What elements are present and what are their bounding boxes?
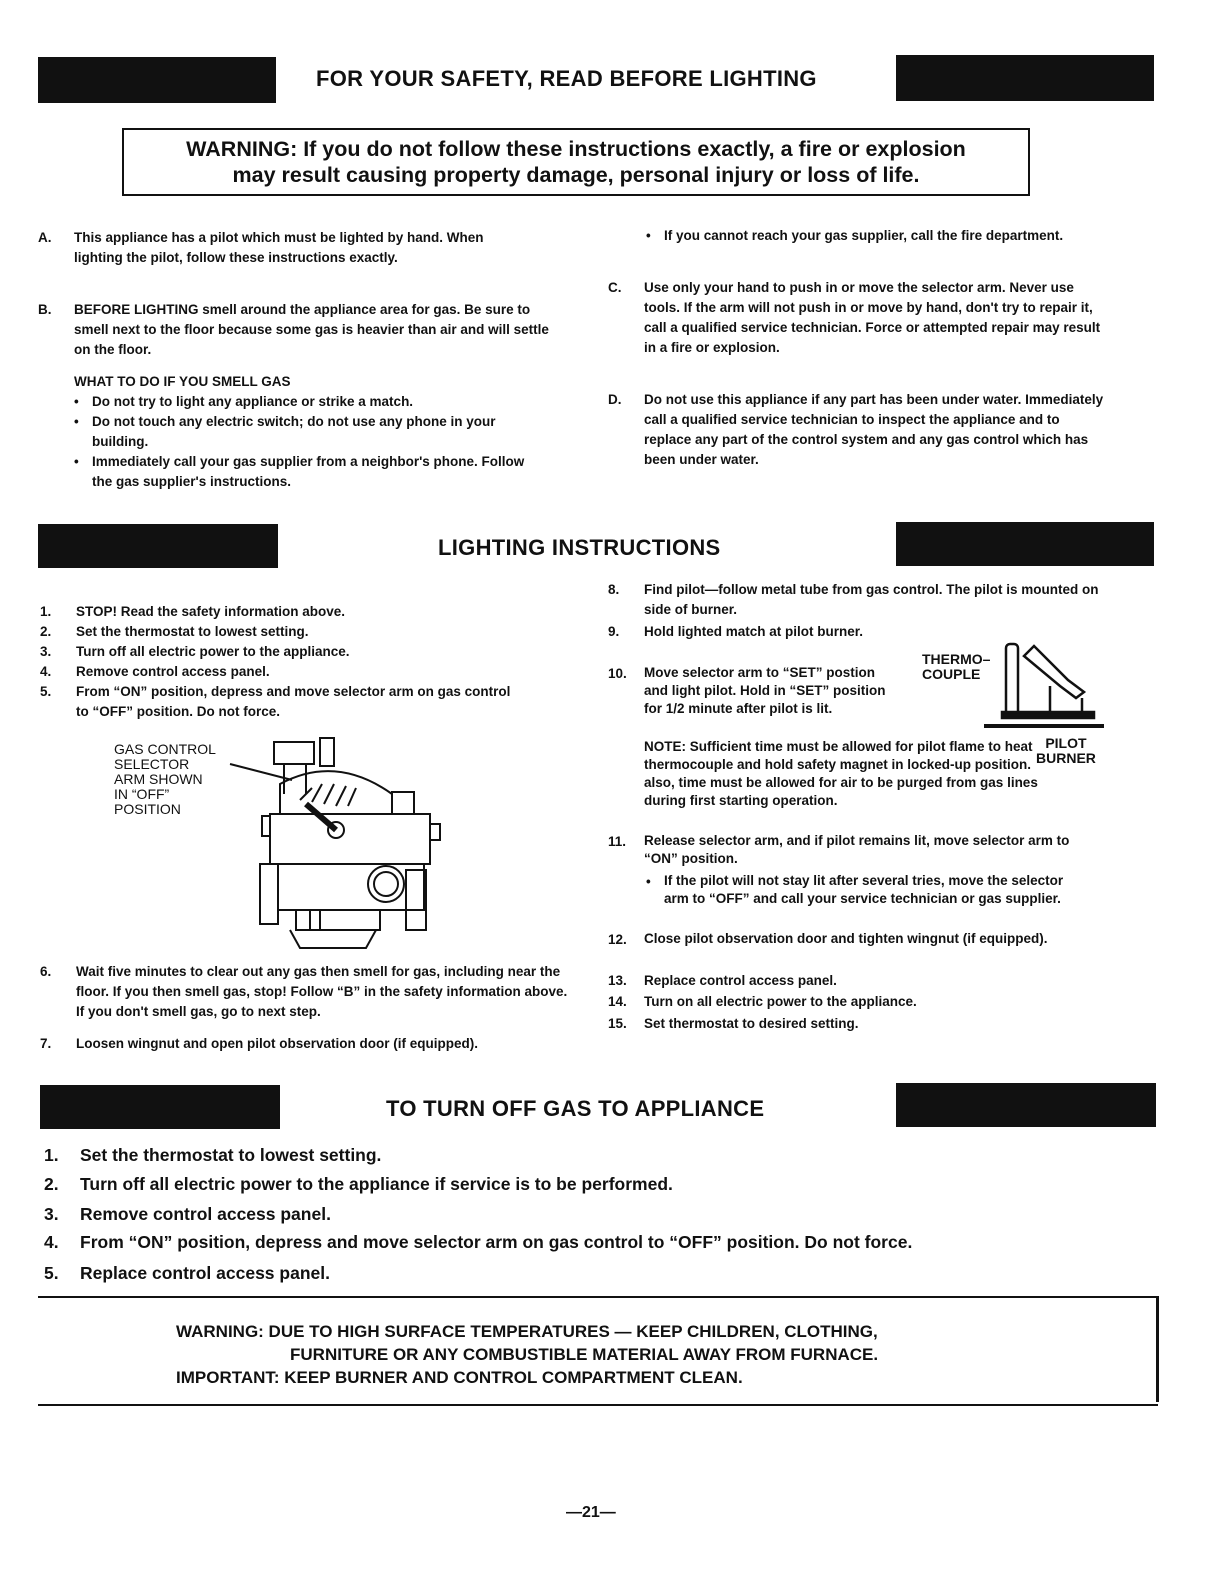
safety-item-a	[38, 228, 538, 268]
bullet-text: If the pilot will not stay lit after several tries, move the selector arm to “OFF” and call your service technician or gas supplier.	[664, 873, 1064, 906]
safety-warning-line1: WARNING: If you do not follow these instructions exactly, a fire or explosion	[186, 137, 966, 161]
item-label: C.	[608, 280, 622, 295]
item-label: A.	[38, 230, 52, 245]
lighting-banner-title: LIGHTING INSTRUCTIONS	[438, 535, 721, 560]
step-text: STOP! Read the safety information above.	[76, 604, 346, 619]
safety-warning-line2: may result causing property damage, personal injury or loss of life.	[232, 163, 920, 187]
smell-gas-heading: WHAT TO DO IF YOU SMELL GAS	[74, 374, 291, 389]
safety-banner-bar-left	[38, 57, 276, 103]
bullet-text: Do not try to light any appliance or strike a match.	[92, 394, 414, 409]
bullet-dot: •	[74, 394, 79, 409]
lighting-banner-bar-left	[38, 524, 278, 568]
step-number: 10.	[608, 666, 627, 681]
step-number: 2.	[44, 1174, 59, 1194]
turnoff-step	[44, 1203, 1144, 1225]
step-text: Set the thermostat to lowest setting.	[76, 624, 309, 639]
step-text: Hold lighted match at pilot burner.	[644, 624, 864, 639]
step-text: Set the thermostat to lowest setting.	[80, 1145, 382, 1165]
item-text: BEFORE LIGHTING smell around the appliance area for gas. Be sure to smell next to the floor because some gas is heavier than air and will settle on the floor.	[74, 302, 549, 357]
step-number: 15.	[608, 1016, 627, 1031]
step-number: 11.	[608, 834, 627, 849]
lighting-step	[608, 930, 1088, 948]
item-text: Do not use this appliance if any part has been under water. Immediately call a qualified service technician to inspect the appliance and to replace any part of the control system and any gas control which has been under water.	[644, 392, 1104, 467]
bullet-text: Do not touch any electric switch; do not use any phone in your building.	[92, 414, 496, 449]
bullet-dot: •	[646, 874, 651, 889]
step-number: 14.	[608, 994, 627, 1009]
step-number: 12.	[608, 932, 627, 947]
diagram-label-line: SELECTOR	[114, 756, 190, 772]
step-text: Turn on all electric power to the appliance.	[644, 994, 917, 1009]
step-number: 5.	[44, 1263, 59, 1283]
item-label: B.	[38, 302, 52, 317]
safety-item-b	[38, 300, 558, 360]
lighting-step	[608, 622, 888, 642]
step-number: 9.	[608, 624, 620, 639]
lighting-step	[40, 602, 560, 622]
lighting-step	[608, 992, 1088, 1012]
step-number: 1.	[40, 604, 52, 619]
lighting-step	[608, 832, 1088, 868]
lighting-note: NOTE: Sufficient time must be allowed for pilot flame to heat thermocouple and hold safety magnet in locked-up position. also, time must be allowed for air to be purged from gas lines during first starting operation.	[644, 739, 1038, 808]
turnoff-step	[44, 1144, 1144, 1166]
turnoff-banner-bar-left	[40, 1085, 280, 1129]
footer-warning-line3: IMPORTANT: KEEP BURNER AND CONTROL COMPARTMENT CLEAN.	[176, 1368, 743, 1387]
smell-bullet	[74, 452, 544, 492]
turnoff-step	[44, 1231, 1154, 1253]
safety-item-d	[608, 390, 1108, 470]
lighting-step	[40, 662, 560, 682]
safety-item-c	[608, 278, 1108, 358]
step-text: Remove control access panel.	[76, 664, 270, 679]
safety-warning-box	[122, 128, 1030, 196]
step-number: 7.	[40, 1036, 52, 1051]
step-number: 2.	[40, 624, 52, 639]
step-number: 4.	[44, 1232, 59, 1252]
step11-bullet	[646, 872, 1086, 908]
safety-banner-title: FOR YOUR SAFETY, READ BEFORE LIGHTING	[316, 66, 817, 91]
step-text: Turn off all electric power to the appliance if service is to be performed.	[80, 1174, 673, 1194]
step-number: 3.	[40, 644, 52, 659]
bullet-dot: •	[646, 228, 651, 243]
lighting-step	[40, 642, 560, 662]
turnoff-step	[44, 1262, 1144, 1284]
step-text: From “ON” position, depress and move selector arm on gas control to “OFF” position. Do not force.	[80, 1232, 913, 1252]
step-text: Close pilot observation door and tighten wingnut (if equipped).	[644, 931, 1048, 946]
diagram-label-line: THERMO–	[922, 651, 991, 667]
step-text: Turn off all electric power to the appliance.	[76, 644, 350, 659]
step-text: Remove control access panel.	[80, 1204, 331, 1224]
diagram-label-line: POSITION	[114, 801, 181, 817]
lighting-step	[608, 580, 1118, 620]
step-number: 1.	[44, 1145, 59, 1165]
footer-warning-line1: WARNING: DUE TO HIGH SURFACE TEMPERATURES — KEEP CHILDREN, CLOTHING,	[176, 1322, 878, 1341]
diagram-label-line: PILOT	[1045, 735, 1087, 751]
diagram-label-line: COUPLE	[922, 666, 981, 682]
diagram-label-line: BURNER	[1036, 750, 1096, 766]
supplier-bullet	[646, 226, 1086, 246]
item-text: This appliance has a pilot which must be lighted by hand. When lighting the pilot, follow these instructions exactly.	[74, 230, 484, 265]
step-number: 5.	[40, 684, 52, 699]
bullet-text: If you cannot reach your gas supplier, call the fire department.	[664, 228, 1064, 243]
safety-banner-bar-right	[896, 55, 1154, 101]
gas-control-diagram	[196, 734, 456, 956]
lighting-step	[608, 971, 1088, 991]
step-number: 13.	[608, 973, 627, 988]
footer-warning-line2: FURNITURE OR ANY COMBUSTIBLE MATERIAL AWAY FROM FURNACE.	[290, 1345, 879, 1364]
bullet-text: Immediately call your gas supplier from a neighbor's phone. Follow the gas supplier's instructions.	[92, 454, 525, 489]
item-text: Use only your hand to push in or move the selector arm. Never use tools. If the arm will not push in or move by hand, don't try to repair it, call a qualified service technician. Force or attempted repair may result in a fire or explosion.	[644, 280, 1101, 355]
step-text: Set thermostat to desired setting.	[644, 1016, 859, 1031]
bullet-dot: •	[74, 414, 79, 429]
footer-rule	[38, 1404, 1158, 1406]
step-number: 3.	[44, 1204, 59, 1224]
thermocouple-diagram	[984, 636, 1104, 730]
step-number: 8.	[608, 582, 620, 597]
step-number: 4.	[40, 664, 52, 679]
turnoff-banner-title: TO TURN OFF GAS TO APPLIANCE	[386, 1096, 765, 1121]
step-number: 6.	[40, 964, 52, 979]
smell-bullet	[74, 412, 514, 452]
lighting-banner-bar-right	[896, 522, 1154, 566]
lighting-step	[40, 1034, 570, 1054]
diagram-label-line: GAS CONTROL	[114, 741, 216, 757]
bullet-dot: •	[74, 454, 79, 469]
step-text: Loosen wingnut and open pilot observation door (if equipped).	[76, 1036, 478, 1051]
turnoff-banner-bar-right	[896, 1083, 1156, 1127]
turnoff-step	[44, 1173, 1144, 1195]
item-label: D.	[608, 392, 622, 407]
page-number: —21—	[566, 1504, 616, 1521]
diagram-label-line: IN “OFF”	[114, 786, 170, 802]
step-text: From “ON” position, depress and move selector arm on gas control to “OFF” position. Do not force.	[76, 684, 511, 719]
step-text: Replace control access panel.	[80, 1263, 330, 1283]
step-text: Move selector arm to “SET” postion and light pilot. Hold in “SET” position for 1/2 minute after pilot is lit.	[644, 665, 886, 716]
lighting-step	[608, 1014, 1088, 1034]
lighting-step	[40, 962, 570, 1022]
step-text: Release selector arm, and if pilot remains lit, move selector arm to “ON” position.	[644, 833, 1070, 866]
step-text: Wait five minutes to clear out any gas then smell for gas, including near the floor. If you then smell gas, stop! Follow “B” in the safety information above. If you don't smell gas, go to next step.	[76, 964, 568, 1019]
smell-bullet	[74, 392, 534, 412]
diagram-label-line: ARM SHOWN	[114, 771, 203, 787]
step-text: Replace control access panel.	[644, 973, 837, 988]
thermocouple-label	[922, 652, 990, 682]
lighting-step	[608, 664, 898, 718]
lighting-step	[40, 682, 560, 722]
lighting-step	[40, 622, 560, 642]
step-text: Find pilot—follow metal tube from gas control. The pilot is mounted on side of burner.	[644, 582, 1099, 617]
pilot-burner-label	[1036, 736, 1096, 766]
